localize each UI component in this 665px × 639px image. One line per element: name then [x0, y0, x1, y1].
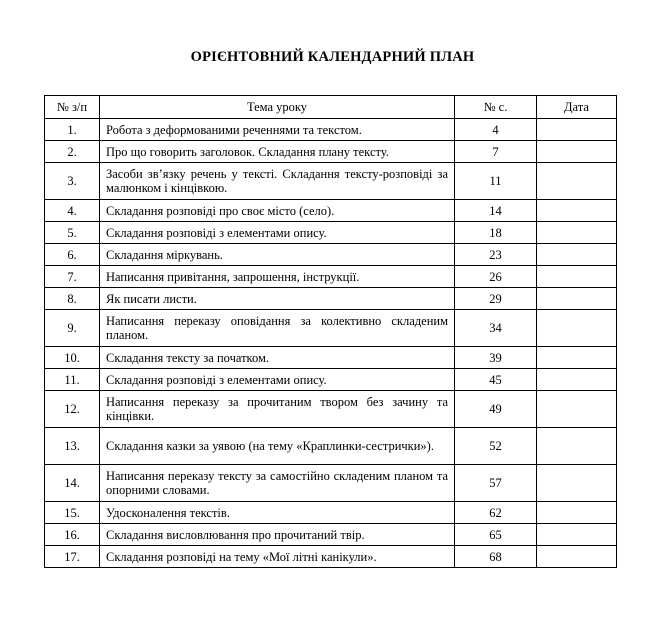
page-number: 29 [455, 288, 537, 310]
row-number: 10. [45, 347, 100, 369]
table-row [45, 502, 617, 524]
date-cell [537, 502, 617, 524]
row-number: 11. [45, 369, 100, 391]
table-row [45, 391, 617, 428]
date-cell [537, 465, 617, 502]
date-cell [537, 200, 617, 222]
calendar-plan-table [44, 95, 617, 568]
table-row [45, 222, 617, 244]
date-cell [537, 266, 617, 288]
row-number: 4. [45, 200, 100, 222]
date-cell [537, 524, 617, 546]
table-row [45, 310, 617, 347]
row-number: 9. [45, 310, 100, 347]
lesson-topic: Складання міркувань. [100, 244, 455, 266]
lesson-topic: Складання розповіді на тему «Мої літні канікули». [100, 546, 455, 568]
header-page: № с. [455, 96, 537, 119]
page-number: 49 [455, 391, 537, 428]
header-topic: Тема уроку [100, 96, 455, 119]
page-number: 23 [455, 244, 537, 266]
row-number: 15. [45, 502, 100, 524]
lesson-topic: Складання висловлювання про прочитаний твір. [100, 524, 455, 546]
table-row [45, 465, 617, 502]
table-header-row [45, 96, 617, 119]
table-row [45, 288, 617, 310]
lesson-topic: Про що говорить заголовок. Складання плану тексту. [100, 141, 455, 163]
date-cell [537, 391, 617, 428]
page-number: 39 [455, 347, 537, 369]
row-number: 7. [45, 266, 100, 288]
date-cell [537, 222, 617, 244]
date-cell [537, 347, 617, 369]
date-cell [537, 119, 617, 141]
date-cell [537, 310, 617, 347]
page-number: 7 [455, 141, 537, 163]
table-row [45, 163, 617, 200]
table-row [45, 428, 617, 465]
row-number: 1. [45, 119, 100, 141]
page-number: 57 [455, 465, 537, 502]
lesson-topic: Складання казки за уявою (на тему «Краплинки-сестрички»). [100, 428, 455, 465]
row-number: 13. [45, 428, 100, 465]
row-number: 8. [45, 288, 100, 310]
row-number: 17. [45, 546, 100, 568]
table-body [45, 119, 617, 568]
page-number: 52 [455, 428, 537, 465]
lesson-topic: Написання переказу за прочитаним твором без зачину та кінцівки. [100, 391, 455, 428]
lesson-topic: Написання переказу оповідання за колективно складеним планом. [100, 310, 455, 347]
header-num: № з/п [45, 96, 100, 119]
date-cell [537, 163, 617, 200]
lesson-topic: Складання тексту за початком. [100, 347, 455, 369]
lesson-topic: Робота з деформованими реченнями та текстом. [100, 119, 455, 141]
page-number: 26 [455, 266, 537, 288]
table-row [45, 524, 617, 546]
page-number: 45 [455, 369, 537, 391]
lesson-topic: Написання привітання, запрошення, інструкції. [100, 266, 455, 288]
row-number: 16. [45, 524, 100, 546]
page-number: 18 [455, 222, 537, 244]
document-title: ОРІЄНТОВНИЙ КАЛЕНДАРНИЙ ПЛАН [190, 49, 475, 65]
table-row [45, 369, 617, 391]
page-number: 4 [455, 119, 537, 141]
page-number: 34 [455, 310, 537, 347]
row-number: 2. [45, 141, 100, 163]
page-number: 68 [455, 546, 537, 568]
lesson-topic: Засоби зв’язку речень у тексті. Складання тексту-розповіді за малюнком і кінцівкою. [100, 163, 455, 200]
page-number: 14 [455, 200, 537, 222]
row-number: 14. [45, 465, 100, 502]
header-date: Дата [537, 96, 617, 119]
table-row [45, 546, 617, 568]
date-cell [537, 546, 617, 568]
date-cell [537, 369, 617, 391]
table-row [45, 244, 617, 266]
lesson-topic: Складання розповіді з елементами опису. [100, 222, 455, 244]
page-number: 65 [455, 524, 537, 546]
table-row [45, 347, 617, 369]
date-cell [537, 141, 617, 163]
row-number: 5. [45, 222, 100, 244]
lesson-topic: Удосконалення текстів. [100, 502, 455, 524]
table-row [45, 200, 617, 222]
lesson-topic: Написання переказу тексту за самостійно складеним планом та опорними словами. [100, 465, 455, 502]
row-number: 3. [45, 163, 100, 200]
row-number: 12. [45, 391, 100, 428]
lesson-topic: Складання розповіді про своє місто (село). [100, 200, 455, 222]
page-number: 11 [455, 163, 537, 200]
lesson-topic: Складання розповіді з елементами опису. [100, 369, 455, 391]
table-row [45, 266, 617, 288]
date-cell [537, 244, 617, 266]
table-row [45, 141, 617, 163]
row-number: 6. [45, 244, 100, 266]
table-row [45, 119, 617, 141]
lesson-topic: Як писати листи. [100, 288, 455, 310]
date-cell [537, 428, 617, 465]
page-number: 62 [455, 502, 537, 524]
date-cell [537, 288, 617, 310]
